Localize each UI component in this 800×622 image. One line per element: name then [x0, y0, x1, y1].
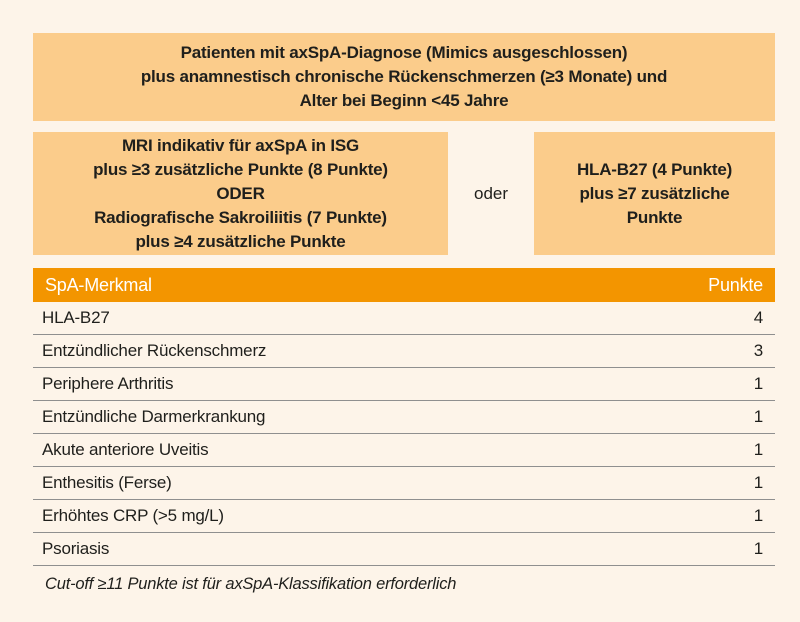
hla-b27-arm-text: [577, 158, 732, 230]
classification-arms-row: [33, 132, 775, 255]
imaging-arm-text: [93, 134, 388, 254]
table-row: [33, 368, 775, 401]
feature-label: Erhöhtes CRP (>5 mg/L): [42, 506, 224, 525]
imaging-arm-box: [33, 132, 448, 255]
feature-label: Psoriasis: [42, 539, 110, 558]
feature-label: Entzündliche Darmerkrankung: [42, 407, 266, 426]
table-row: [33, 401, 775, 434]
entry-criteria-line-3: Alter bei Beginn <45 Jahre: [299, 91, 509, 110]
imaging-arm-line-1: MRI indikativ für axSpA in ISG: [121, 135, 360, 155]
table-row: [33, 434, 775, 467]
imaging-arm-line-5: plus ≥4 zusätzliche Punkte: [135, 231, 346, 251]
hla-b27-arm-line-2: plus ≥7 zusätzliche: [579, 183, 730, 203]
entry-criteria-line-1: Patienten mit axSpA-Diagnose (Mimics ausgeschlossen): [180, 43, 628, 62]
table-header-feature: SpA-Merkmal: [45, 274, 152, 295]
table-row: [33, 533, 775, 566]
imaging-arm-line-3: ODER: [216, 183, 265, 203]
table-row: [33, 335, 775, 368]
or-connector-label: oder: [473, 183, 509, 203]
cutoff-footnote: Cut-off ≥11 Punkte ist für axSpA-Klassifikation erforderlich: [45, 575, 457, 593]
points-value: 1: [753, 506, 763, 525]
points-value: 1: [753, 473, 763, 492]
imaging-arm-line-4: Radiografische Sakroiliitis (7 Punkte): [94, 207, 387, 227]
entry-criteria-line-2: plus anamnestisch chronische Rückenschmerzen (≥3 Monate) und: [140, 67, 668, 86]
points-value: 1: [753, 407, 763, 426]
table-row: [33, 302, 775, 335]
table-row: [33, 500, 775, 533]
points-value: 1: [753, 374, 763, 393]
points-value: 1: [753, 539, 763, 558]
spa-feature-points-table: [33, 268, 775, 594]
entry-criteria-box: [33, 33, 775, 121]
feature-label: Periphere Arthritis: [42, 374, 174, 393]
points-value: 4: [753, 308, 763, 327]
table-header-points: Punkte: [708, 274, 763, 295]
feature-label: Entzündlicher Rückenschmerz: [42, 341, 267, 360]
hla-b27-arm-box: [534, 132, 775, 255]
entry-criteria-text: [141, 41, 667, 113]
table-header-row: [33, 268, 775, 302]
imaging-arm-line-2: plus ≥3 zusätzliche Punkte (8 Punkte): [93, 159, 388, 179]
hla-b27-arm-line-3: Punkte: [626, 207, 683, 227]
table-row: [33, 467, 775, 500]
points-value: 3: [753, 341, 763, 360]
hla-b27-arm-line-1: HLA-B27 (4 Punkte): [576, 159, 733, 179]
feature-label: Akute anteriore Uveitis: [42, 440, 209, 459]
feature-label: HLA-B27: [42, 308, 110, 327]
feature-label: Enthesitis (Ferse): [42, 473, 172, 492]
points-value: 1: [753, 440, 763, 459]
